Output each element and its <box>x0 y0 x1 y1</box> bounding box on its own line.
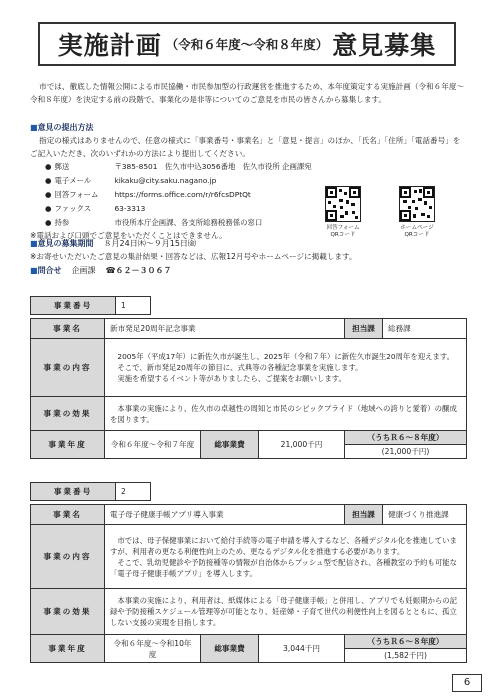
contact-dept: 企画課 <box>71 266 96 275</box>
page-number: 6 <box>452 674 482 692</box>
bullet-dot-icon: ● <box>45 190 52 199</box>
project-effect-label: 事業の効果 <box>31 397 105 431</box>
project-content-label: 事業の内容 <box>31 525 105 589</box>
period-note: ※お寄せいただいたご意見の集計結果・回答などは、広報12月号やホームページに掲載します。 <box>30 252 357 261</box>
bullet-dot-icon: ● <box>45 162 52 171</box>
project-effect: 本事業の実施により、利用者は、紙媒体による「母子健康手帳」と併用し、アプリでも妊娠期からの記録や予防接種スケジュール管理等が可能となり、妊産婦・子育て世代の利便性向上を図るとともに、孤立しない支援の実現を目指します。 <box>105 589 467 635</box>
project-1-number-table <box>30 296 151 315</box>
project-name: 電子母子健康手帳アプリ導入事業 <box>105 505 345 525</box>
project-effect-label: 事業の効果 <box>31 589 105 635</box>
project-cost-label: 総事業費 <box>201 635 259 663</box>
project-year-label: 事業年度 <box>31 431 105 459</box>
project-name: 新市発足20周年記念事業 <box>105 319 345 339</box>
project-dept: 総務課 <box>383 319 467 339</box>
project-name-label: 事業名 <box>31 319 105 339</box>
qr-code-homepage-icon[interactable] <box>399 186 435 222</box>
project-effect: 本事業の実施により、佐久市の卓越性の周知と市民のシビックプライド（地域への誇りと愛着）の醸成を図ります。 <box>105 397 467 431</box>
method-fax: ● ファックス 63-3313 <box>45 204 146 213</box>
square-bullet-icon: ■ <box>30 123 38 132</box>
method-email[interactable]: ● 電子メール kikaku@city.saku.nagano.jp <box>45 176 217 185</box>
intro-paragraph: 市では、徹底した情報公開による市民協働・市民参加型の行政運営を推進するため、本年度策定する実施計画（令和６年度～令和８年度）を決定する前の段階で、事業化の是非等についてのご意見を市民の皆さんから募集します。 <box>30 82 465 104</box>
project-cost-r6: (1,582千円) <box>345 649 467 663</box>
method-bring: ● 持参 市役所本庁企画課、各支所総務税務係の窓口 <box>45 218 263 227</box>
period-heading: ■意見の募集期間 ８月24日㈭～９月15日㈮ <box>30 239 196 248</box>
bullet-dot-icon: ● <box>45 176 52 185</box>
project-cost-r6-label: （うちＲ６～８年度） <box>345 431 467 445</box>
contact-phone: ☎６２－３０６７ <box>105 266 172 275</box>
project-dept: 健康づくり推進課 <box>383 505 467 525</box>
project-years: 令和６年度～令和10年度 <box>105 635 201 663</box>
project-cost-r6: (21,000千円) <box>345 445 467 459</box>
project-number-label: 事業番号 <box>31 483 116 501</box>
title-main-left: 実施計画 <box>57 31 162 60</box>
title-subtitle: （令和６年度～令和８年度） <box>165 37 329 52</box>
project-dept-label: 担当課 <box>345 505 383 525</box>
project-content: 2005年（平成17年）に新佐久市が誕生し、2025年（令和７年）に新佐久市誕生20周年を迎えます。 そこで、新市発足20周年の節目に、式典等の各種記念事業を実施します。 実施を希望するイベント等がありましたら、ご提案をお願いします。 <box>105 339 467 397</box>
qr-homepage-caption: ホームページ QRコード <box>400 225 434 238</box>
project-content-label: 事業の内容 <box>31 339 105 397</box>
square-bullet-icon: ■ <box>30 239 38 248</box>
method-form[interactable]: ● 回答フォーム https://forms.office.com/r/r6fcsDPtQt <box>45 190 251 199</box>
project-name-label: 事業名 <box>31 505 105 525</box>
project-cost: 3,044千円 <box>259 635 345 663</box>
page-title-box <box>38 22 456 66</box>
bullet-dot-icon: ● <box>45 218 52 227</box>
title-main-right: 意見募集 <box>332 31 437 60</box>
project-year-label: 事業年度 <box>31 635 105 663</box>
submission-heading: ■意見の提出方法 <box>30 123 94 132</box>
period-value: ８月24日㈭～９月15日㈮ <box>103 239 196 248</box>
square-bullet-icon: ■ <box>30 266 38 275</box>
project-1-table <box>30 318 467 459</box>
contact-row: ■問合せ 企画課 ☎６２－３０６７ <box>30 266 172 275</box>
method-post: ● 郵送 〒385-8501 佐久市中込3056番地 佐久市役所 企画課宛 <box>45 162 312 171</box>
project-number-label: 事業番号 <box>31 297 116 315</box>
project-cost-label: 総事業費 <box>201 431 259 459</box>
project-dept-label: 担当課 <box>345 319 383 339</box>
project-cost-r6-label: （うちＲ６～８年度） <box>345 635 467 649</box>
bullet-dot-icon: ● <box>45 204 52 213</box>
submission-text: 指定の様式はありませんので、任意の様式に「事業番号・事業名」と「意見・提言」のほか、「氏名」「住所」「電話番号」をご記入いただき、次のいずれかの方法により提出してください。 <box>30 136 461 158</box>
project-cost: 21,000千円 <box>259 431 345 459</box>
submission-note: ※電話および口頭でご意見をいただくことはできません。 <box>30 231 227 240</box>
qr-code-form-icon[interactable] <box>325 186 361 222</box>
qr-form-caption: 回答フォーム QRコード <box>326 225 360 238</box>
project-number: 2 <box>116 483 151 501</box>
project-content: 市では、母子保健事業において給付手続等の電子申請を導入するなど、各種デジタル化を推進していますが、利用者の更なる利便性向上のため、更なるデジタル化を推進する必要があります。 そこで、乳幼児健診や予防接種等の情報が自治体からプッシュ型で配信され、各種教室の予約も可能な「電子母子健康手帳アプリ」を導入します。 <box>105 525 467 589</box>
project-years: 令和６年度～令和７年度 <box>105 431 201 459</box>
project-number: 1 <box>116 297 151 315</box>
project-2-table <box>30 504 467 663</box>
project-2-number-table <box>30 482 151 501</box>
